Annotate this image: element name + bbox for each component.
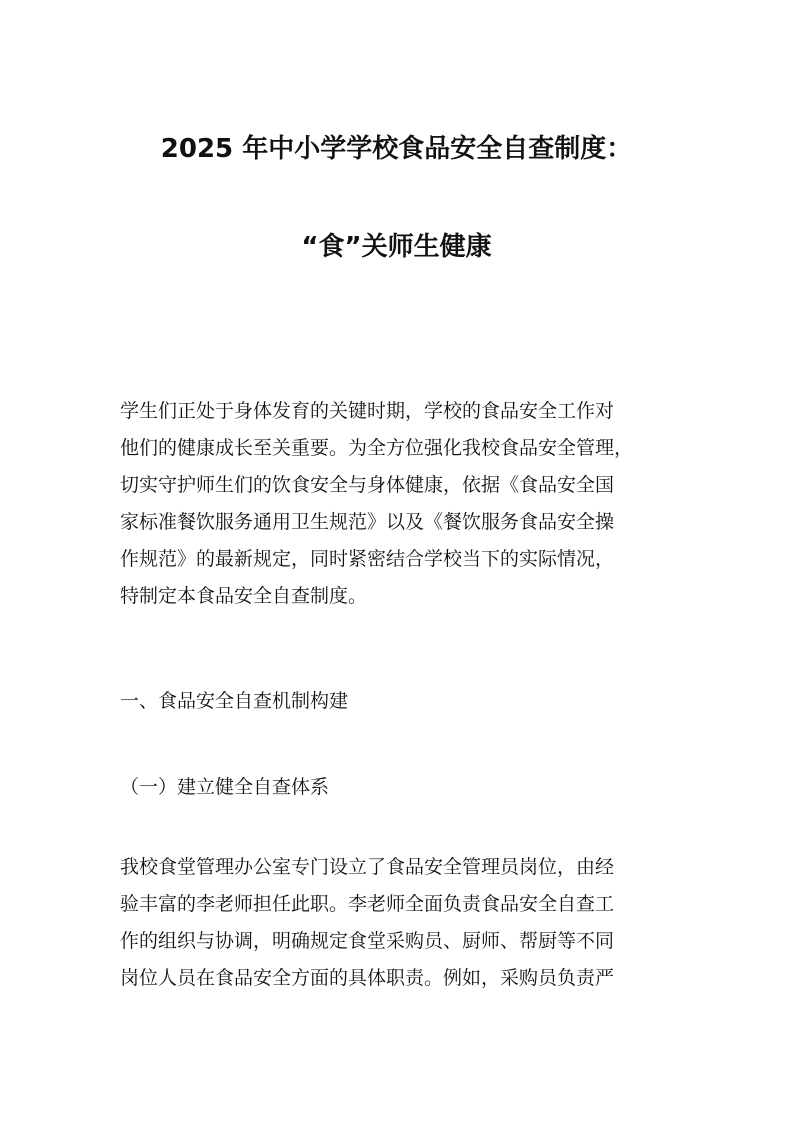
body-paragraph [120,849,680,997]
document-title-line1: 2025 年中小学学校食品安全自查制度： [160,134,633,164]
document-title-line2: “食”关师生健康 [301,232,492,262]
body-line: 验丰富的李老师担任此职。李老师全面负责食品安全自查工 [120,893,615,915]
intro-line: 家标准餐饮服务通用卫生规范》以及《餐饮服务食品安全操 [120,511,615,533]
intro-line: 特制定本食品安全自查制度。 [120,585,368,607]
intro-line: 学生们正处于身体发育的关键时期，学校的食品安全工作对 [120,400,615,422]
intro-paragraph [120,393,680,615]
body-line: 我校食堂管理办公室专门设立了食品安全管理员岗位，由经 [120,856,615,878]
body-line: 岗位人员在食品安全方面的具体职责。例如，采购员负责严 [120,967,615,989]
subsection-heading [120,769,680,806]
intro-line: 他们的健康成长至关重要。为全方位强化我校食品安全管理， [120,437,634,459]
subsection-heading-text: （一）建立健全自查体系 [120,776,330,798]
section-heading-text: 一、食品安全自查机制构建 [120,690,349,712]
intro-line: 切实守护师生们的饮食安全与身体健康，依据《食品安全国 [120,474,615,496]
body-line: 作的组织与协调，明确规定食堂采购员、厨师、帮厨等不同 [120,930,615,952]
section-heading [120,683,680,720]
intro-line: 作规范》的最新规定，同时紧密结合学校当下的实际情况， [120,548,615,570]
